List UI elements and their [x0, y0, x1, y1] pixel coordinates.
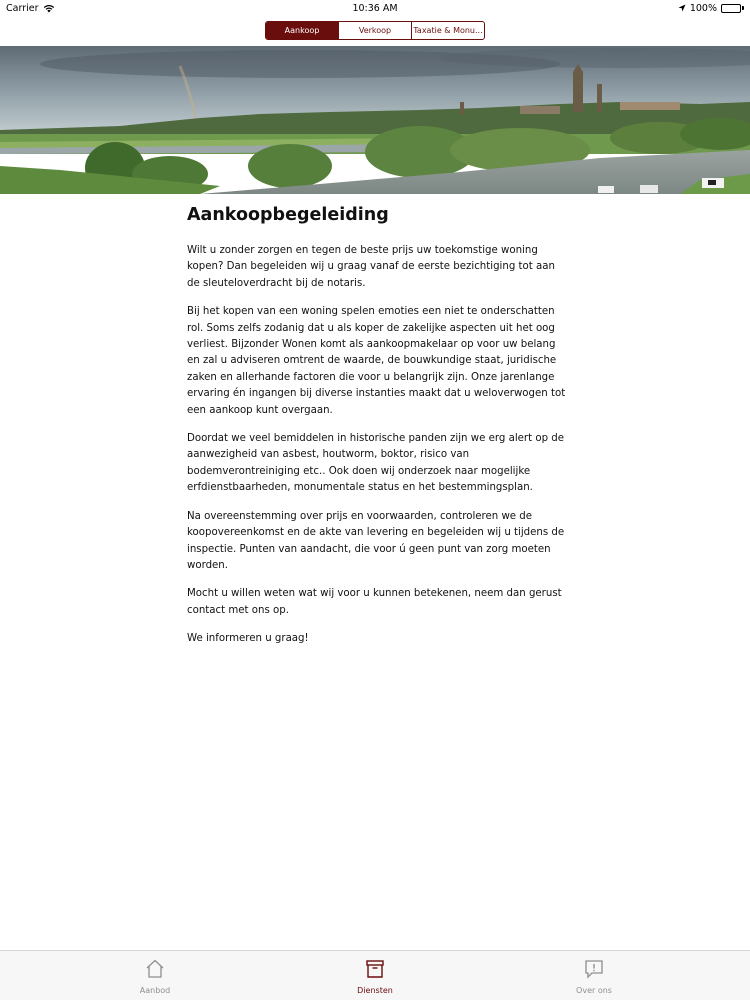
- tab-over-ons[interactable]: [554, 958, 634, 995]
- article-paragraph: We informeren u graag!: [187, 633, 309, 645]
- article-paragraph: Bij het kopen van een woning spelen emoties een niet te onderschatten rol. Soms zelfs zodanig dat u als koper de zakelijke aspecten uit het oog verliest. Bijzonder Wonen komt als aankoopmakelaar op voor uw belang en zal u adviseren omtrent de waarde, de bouwkundige staat, juridische zaken en allerhande factoren die voor u belangrijk zijn. Onze jarenlange ervaring én ingangen bij diverse instanties maakt dat u weloverwogen tot een aankoop kunt overgaan.: [187, 306, 566, 416]
- segment-verkoop[interactable]: Verkoop: [338, 22, 411, 39]
- article-title: Aankoopbegeleiding: [187, 205, 389, 225]
- home-icon: [144, 958, 166, 980]
- status-left: [6, 3, 55, 14]
- article-paragraph: Doordat we veel bemiddelen in historische panden zijn we erg alert op de aanwezigheid van asbest, houtworm, boktor, risico van bodemverontreiniging etc.. Ook doen wij onderzoek naar mogelijke erfdienstbaarheden, monumentale status en het bestemmingsplan.: [187, 433, 565, 494]
- status-right: [678, 3, 744, 14]
- segment-taxatie[interactable]: Taxatie & Monu...: [411, 22, 484, 39]
- status-time: 10:36 AM: [352, 2, 398, 14]
- tab-bar: [0, 950, 750, 1000]
- carrier-label: Carrier: [6, 2, 39, 14]
- box-icon: [364, 958, 386, 980]
- hero-landscape-image: [0, 46, 750, 194]
- article-paragraph: Wilt u zonder zorgen en tegen de beste prijs uw toekomstige woning kopen? Dan begeleiden wij u graag vanaf de eerste bezichtiging tot aan de sleuteloverdracht bij de notaris.: [187, 245, 555, 289]
- status-bar: [0, 0, 750, 16]
- tab-label: Over ons: [576, 986, 612, 995]
- tab-label: Diensten: [357, 986, 393, 995]
- article-content: [187, 205, 567, 660]
- location-arrow-icon: [678, 4, 686, 12]
- battery-icon: [721, 4, 744, 13]
- battery-percentage: 100%: [689, 2, 717, 14]
- article-paragraph: Na overeenstemming over prijs en voorwaarden, controleren we de koopovereenkomst en de akte van levering en begeleiden wij u tijdens de inspectie. Punten van aandacht, die voor ú geen punt van zorg moeten worden.: [187, 510, 565, 571]
- info-bubble-icon: [583, 958, 605, 980]
- tab-diensten[interactable]: [335, 958, 415, 995]
- wifi-icon: [43, 4, 55, 13]
- tab-label: Aanbod: [139, 986, 171, 995]
- segmented-control: [265, 21, 485, 40]
- segment-aankoop[interactable]: Aankoop: [266, 22, 338, 39]
- tab-aanbod[interactable]: [115, 958, 195, 995]
- article-paragraph: Mocht u willen weten wat wij voor u kunnen betekenen, neem dan gerust contact met ons op.: [187, 588, 562, 616]
